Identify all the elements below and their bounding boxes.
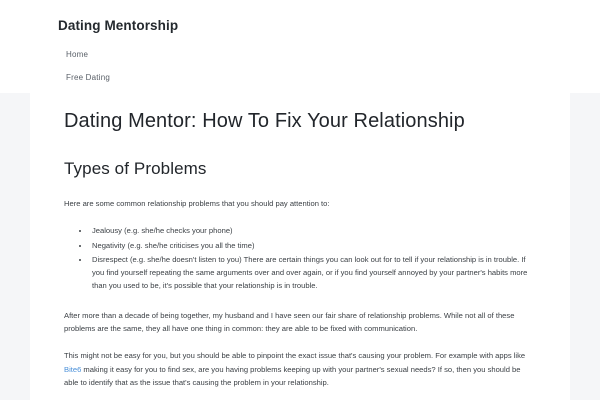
page-title: Dating Mentor: How To Fix Your Relationship: [64, 110, 465, 132]
bite6-link[interactable]: Bite6: [64, 364, 82, 374]
intro-paragraph: Here are some common relationship problems that you should pay attention to:: [64, 199, 330, 208]
paragraph-3-text-start: This might not be easy for you, but you should be able to pinpoint the exact issue that's causing your problem. For example with apps like: [64, 351, 526, 361]
body-paragraph-3: [64, 349, 536, 389]
article-card: [30, 86, 570, 400]
problem-list: [64, 224, 536, 292]
paragraph-3-text-end: making it easy for you to find sex, are you having problems keeping up with your partner's sexual needs? If so, then you should be able to identify that as the issue that's causing the problem in your relationship.: [64, 364, 521, 387]
body-paragraph-2: After more than a decade of being together, my husband and I have seen our fair share of relationship problems. While not all of these problems are the same, they all have one thing in common: they are able to be fixed with communication.: [64, 310, 515, 333]
site-title: Dating Mentorship: [58, 18, 179, 33]
list-item: • Negativity (e.g. she/he criticises you all the time): [90, 239, 536, 252]
site-header: [0, 0, 600, 93]
nav-item-free-dating[interactable]: Free Dating: [66, 73, 110, 82]
list-item: • Jealousy (e.g. she/he checks your phone): [90, 224, 536, 237]
nav-item-home[interactable]: Home: [66, 50, 89, 59]
section-heading: Types of Problems: [64, 159, 207, 178]
list-item: • Disrespect (e.g. she/he doesn't listen to you) There are certain things you can look out for to tell if your relationship is in trouble. If you find yourself repeating the same arguments over and over again, or if you find yourself annoyed by your partner's habits more than you used to be, it's possible that your relationship is in trouble.: [90, 253, 536, 293]
